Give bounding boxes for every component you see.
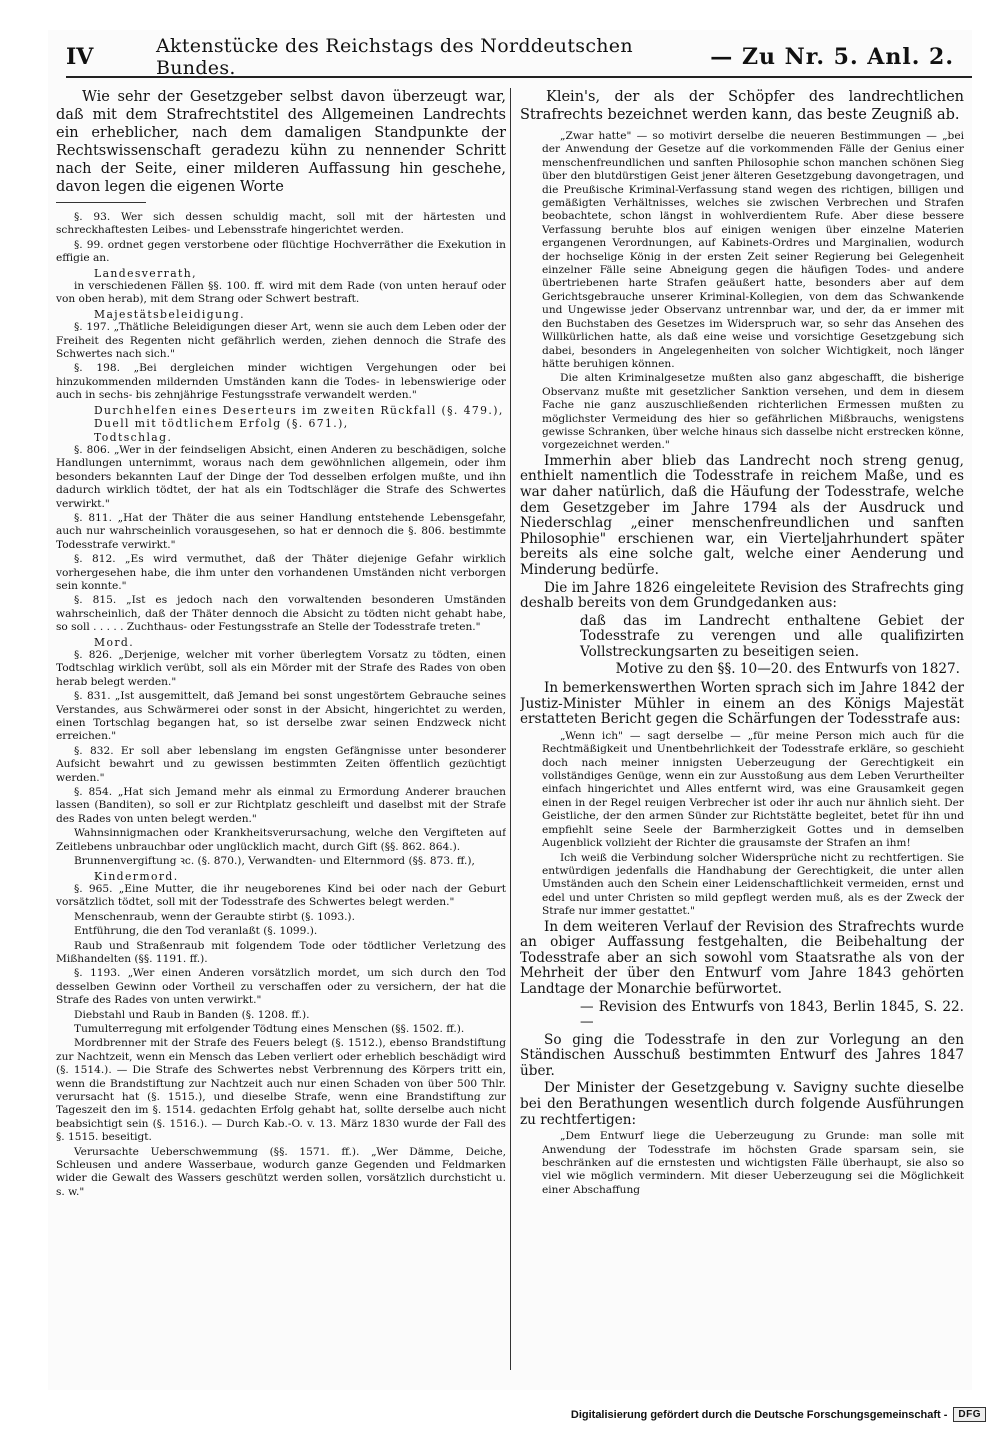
statute-paragraph: Brunnenvergiftung ꝛc. (§. 870.), Verwandten- und Elternmord (§§. 873. ff.), xyxy=(74,855,475,868)
statute-heading: Todtschlag. xyxy=(94,430,173,444)
statute-paragraph: Wahnsinnigmachen oder Krankheitsverursachung, welche den Vergifteten auf Zeitlebens unbrauchbar oder unglücklich macht, durch Gift (§§. 862. 864.). xyxy=(56,827,506,853)
document-reference: — Zu Nr. 5. Anl. 2. xyxy=(710,44,954,70)
body-paragraph: Die im Jahre 1826 eingeleitete Revision des Strafrechts ging deshalb bereits von dem Grundgedanken aus: xyxy=(520,579,964,612)
statute-paragraph: §. 1193. „Wer einen Anderen vorsätzlich mordet, um sich durch den Tod desselben Gewinn oder Vortheil zu verschaffen oder zu versichern, der hat die Strafe des Rades von unten verwirkt." xyxy=(56,967,506,1007)
indented-principle: daß das im Landrecht enthaltene Gebiet der Todesstrafe zu verengen und alle qualifizirten Vollstreckungsarten zu beseitigen seien. xyxy=(580,612,964,660)
statute-heading: Mord. xyxy=(94,635,135,649)
statute-paragraph: Diebstahl und Raub in Banden (§. 1208. ff.). xyxy=(74,1008,310,1021)
column-divider xyxy=(510,88,511,1370)
statute-paragraph: §. 197. „Thätliche Beleidigungen dieser Art, wenn sie auch dem Leben oder der Freiheit des Regenten nicht gefährlich werden, ziehen dennoch die Strafe des Schwertes nach sich." xyxy=(56,321,506,361)
citation: — Revision des Entwurfs von 1843, Berlin 1845, S. 22. — xyxy=(580,998,964,1031)
statute-paragraph: §. 965. „Eine Mutter, die ihr neugeborenes Kind bei oder nach der Geburt vorsätzlich tödtet, soll mit der Todesstrafe des Schwertes belegt werden." xyxy=(56,882,506,909)
body-paragraph: Der Minister der Gesetzgebung v. Savigny suchte dieselbe bei den Berathungen wesentlich durch folgende Ausführungen zu rechtfertigen: xyxy=(520,1080,964,1128)
document-page xyxy=(48,30,972,1390)
statute-paragraph: §. 811. „Hat der Thäter die aus seiner Handlung entstehende Lebensgefahr, auch nur wahrscheinlich vorausgesehen, so hat er dennoch die §. 806. bestimmte Todesstrafe verwirkt." xyxy=(56,511,506,551)
statute-paragraph: §. 806. „Wer in der feindseligen Absicht, einen Anderen zu beschädigen, solche Handlungen unternimmt, woraus nach dem gewöhnlichen allgemein, oder ihm besonders bekannten Lauf der Dinge der Tod desselben erfolgen mußte, und ihn dadurch wirklich tödtet, der hat als ein Todtschläger die Strafe des Schwertes verwirkt." xyxy=(56,443,506,510)
statute-paragraph: §. 815. „Ist es jedoch nach den vorwaltenden besonderen Umständen wahrscheinlich, daß der Thäter dennoch die Absicht zu tödten nicht gehabt habe, so soll . . . . . Zuchthaus- oder Festungsstrafe an Stelle der Todesstrafe treten." xyxy=(56,594,506,634)
statute-heading: Kindermord. xyxy=(94,869,179,883)
left-column xyxy=(56,88,506,1370)
statute-paragraph: §. 93. Wer sich dessen schuldig macht, soll mit der härtesten und schreckhaftesten Leibes- und Lebensstrafe hingerichtet werden. xyxy=(56,211,506,237)
statute-paragraph: Tumulterregung mit erfolgender Tödtung eines Menschen (§§. 1502. ff.). xyxy=(74,1022,465,1035)
statute-heading: Durchhelfen eines Deserteurs im zweiten Rückfall (§. 479.), xyxy=(94,403,504,417)
page-number: IV xyxy=(66,44,94,70)
statute-paragraph: §. 99. ordnet gegen verstorbene oder flüchtige Hochverräther die Exekution in effigie an. xyxy=(56,238,506,265)
statute-paragraph: §. 198. „Bei dergleichen minder wichtigen Vergehungen oder bei hinzukommenden mildernden Umständen kann die Todes- in lebenswierige oder auch in sechs- bis zehnjährige Festungsstrafe verwandelt werden." xyxy=(56,362,506,402)
savigny-quote xyxy=(520,1130,964,1197)
left-lead-paragraph: Wie sehr der Gesetzgeber selbst davon überzeugt war, daß mit dem Strafrechtstitel des Allgemeinen Landrechts ein erheblicher, nach dem damaligen Standpunkte der Rechtswissenschaft geradezu kühn zu nennender Schritt nach der Seite, einer milderen Auffassung hin geschehe, davon legen die eigenen Worte xyxy=(56,89,506,195)
statute-paragraph: Menschenraub, wenn der Geraubte stirbt (§. 1093.). xyxy=(74,910,355,923)
statute-heading: Landesverrath, xyxy=(94,266,197,280)
klein-quote xyxy=(520,130,964,453)
statute-heading: Duell mit tödtlichem Erfolg (§. 671.), xyxy=(94,417,349,431)
body-paragraph: In bemerkenswerthen Worten sprach sich im Jahre 1842 der Justiz-Minister Mühler in einem an des Königs Majestät erstatteten Bericht gegen die Schärfungen der Todesstrafe aus: xyxy=(520,680,964,728)
right-column xyxy=(520,88,964,1370)
statute-paragraph: §. 832. Er soll aber lebenslang im engsten Gefängnisse unter besonderer Aufsicht bewahrt und zu gewissen bestimmten Zeiten öffentlich gezüchtigt werden." xyxy=(56,744,506,784)
statute-paragraph: Entführung, die den Tod veranlaßt (§. 1099.). xyxy=(74,925,318,938)
body-paragraph: Immerhin aber blieb das Landrecht noch streng genug, enthielt namentlich die Todesstrafe in reichem Maße, und es war daher natürlich, daß die Häufung der Todesstrafe, welche dem Gesetzgeber im Jahre 1794 als der Ausdruck und Niederschlag „einer menschenfreundlichen und sanften Philosophie" erschienen war, ein Vierteljahrhundert später bereits als eine solche galt, welche einer Aenderung und Minderung bedürfe. xyxy=(520,452,964,578)
statute-paragraph: in verschiedenen Fällen §§. 100. ff. wird mit dem Rade (von unten herauf oder von oben herab), mit dem Strang oder Schwert bestraft. xyxy=(56,280,506,306)
statute-paragraph: Verursachte Ueberschwemmung (§§. 1571. ff.). „Wer Dämme, Deiche, Schleusen und andere Wasserbaue, wodurch ganze Gegenden und Feldmarken wider die Gewalt des Wassers geschützt werden sollen, vorsätzlich durchsticht u. s. w." xyxy=(56,1145,506,1198)
statute-heading: Majestätsbeleidigung. xyxy=(94,307,245,321)
quote-paragraph: Ich weiß die Verbindung solcher Widersprüche nicht zu rechtfertigen. Sie entwürdigen jedenfalls die Handhabung der Gerechtigkeit, die unter allen Umständen auch den Schein einer Leidenschaftlichkeit vermeiden, ernst und edel und unter Christen so mild gepflegt werden muß, als es der Zweck der Strafe nur immer gestattet." xyxy=(542,851,964,918)
statute-paragraph: §. 831. „Ist ausgemittelt, daß Jemand bei sonst ungestörtem Gebrauche seines Verstandes, aus Schwärmerei oder sonst in der Absicht, hingerichtet zu werden, einen Tortschlag begangen hat, so ist derselbe zwar seinen Endzweck nicht erreichen." xyxy=(56,690,506,743)
publication-title: Aktenstücke des Reichstags des Norddeutschen Bundes. xyxy=(156,35,633,79)
page-footer xyxy=(571,1407,986,1422)
statute-paragraph: §. 812. „Es wird vermuthet, daß der Thäter diejenige Gefahr wirklich vorhergesehen habe, die ihm unter den vorhandenen Umständen nicht verborgen sein konnte." xyxy=(56,553,506,592)
page-header xyxy=(66,35,972,79)
statute-paragraph: Raub und Straßenraub mit folgendem Tode oder tödtlicher Verletzung des Mißhandelten (§§. 1191. ff.). xyxy=(56,939,506,965)
body-paragraph: In dem weiteren Verlauf der Revision des Strafrechts wurde an obiger Auffassung festgehalten, die Beibehaltung der Todesstrafe aber an sich sowohl vom Staatsrathe als von der Mehrheit der über den Entwurf vom Jahre 1843 gehörten Landtage der Monarchie befürwortet. xyxy=(520,918,964,997)
funding-notice: Digitalisierung gefördert durch die Deutsche Forschungsgemeinschaft - xyxy=(570,1408,948,1421)
quote-paragraph: „Zwar hatte" — so motivirt derselbe die neueren Bestimmungen — „bei der Anwendung der Gesetze auf die vorkommenden Fälle der Genius einer menschenfreundlichen und sanften Philosophie schon manchen schönen Sieg über den blutdürstigen Geist jener älteren Gesetzgebung davongetragen, und die Preußische Kriminal-Verfassung stand wegen des richtigen, billigen und gemäßigten Verhältnisses, welches sie zwischen Verbrechen und Strafen beobachtete, schon längst in wohlverdientem Rufe. Aber diese bessere Verfassung beruhte blos auf einigen wenigen über einzelne Materien ergangenen Verordnungen, auf Kabinets-Ordres und Marginalien, wodurch der hochselige König in der ersten Zeit seiner Regierung bei Gelegenheit einzelner Fälle seine Abneigung gegen die häufigen Todes- und andere übertriebenen harte Strafen geäußert hatte, besonders aber auf dem Gerichtsgebrauche unserer Kriminal-Kollegien, von dem das Schwankende und Ungewisse jeder Observanz untrennbar war, und der, da er immer mit den Buchstaben des Gesetzes im Widerspruch war, so sehr das Ansehen des Willkürlichen hatte, als daß eine weise und vorsichtige Gesetzgebung sich dabei, besonders in Angelegenheiten von solcher Wichtigkeit, noch länger hätte beruhigen können. xyxy=(542,130,964,370)
quote-paragraph: Die alten Kriminalgesetze mußten also ganz abgeschafft, die bisherige Observanz mußte mit gesetzlicher Sanktion versehen, und dem in diesem Fache nie ganz auszuschließenden richterlichen Ermessen mußten zu möglichster Vermeidung des hier so gefährlichen Mißbrauchs, wenigstens gewisse Schranken, über welche hinaus sich dasselbe nicht erstrecken könne, vorgezeichnet werden." xyxy=(542,372,964,452)
section-divider xyxy=(56,202,146,203)
dfg-logo: DFG xyxy=(953,1407,986,1422)
citation: Motive zu den §§. 10—20. des Entwurfs von 1827. xyxy=(615,661,960,678)
statute-list xyxy=(56,211,506,1199)
muehler-quote xyxy=(520,730,964,919)
body-paragraph: So ging die Todesstrafe in den zur Vorlegung an den Ständischen Ausschuß bestimmten Entwurf des Jahres 1847 über. xyxy=(520,1031,964,1079)
statute-paragraph: §. 854. „Hat sich Jemand mehr als einmal zu Ermordung Anderer brauchen lassen (Banditen), so soll er zur Richtplatz geschleift und daselbst mit der Strafe des Rades von unten belegt werden." xyxy=(56,786,506,825)
statute-paragraph: Mordbrenner mit der Strafe des Feuers belegt (§. 1512.), ebenso Brandstiftung zur Nachtzeit, wenn ein Mensch das Leben verliert oder erheblich beschädigt wird (§. 1514.). — Die Strafe des Schwertes nebst Verbrennung des Körpers tritt ein, wenn die Brandstiftung zur Nachtzeit auch nur einen Schaden von über 500 Thlr. verursacht hat (§. 1515.), und dieselbe Strafe, wenn eine Brandstiftung zur Tageszeit den im §. 1514. gedachten Erfolg gehabt hat, sollte derselbe auch nicht beabsichtigt sein (§. 1516.). — Durch Kab.-O. v. 13. März 1830 wurde der Fall des §. 1515. beseitigt. xyxy=(56,1037,506,1144)
statute-paragraph: §. 826. „Derjenige, welcher mit vorher überlegtem Vorsatz zu tödten, einen Todtschlag wirklich verübt, soll als ein Mörder mit der Strafe des Rades von oben herab belegt werden." xyxy=(56,649,506,688)
quote-paragraph: „Dem Entwurf liege die Ueberzeugung zu Grunde: man solle mit Anwendung der Todesstrafe im höchsten Grade sparsam sein, sie beschränken auf die ernstesten und wichtigsten Fälle überhaupt, sie also so viel wie möglich vermindern. Mit dieser Ueberzeugung sei die Möglichkeit einer Abschaffung xyxy=(542,1130,964,1196)
right-lead-paragraph: Klein's, der als der Schöpfer des landrechtlichen Strafrechts bezeichnet werden kann, das beste Zeugniß ab. xyxy=(520,89,964,123)
quote-paragraph: „Wenn ich" — sagt derselbe — „für meine Person mich auch für die Rechtmäßigkeit und Unentbehrlichkeit der Todesstrafe erkläre, so geschieht doch nach meiner innigsten Ueberzeugung der Gerechtigkeit ein vollständiges Genüge, wenn ein zur Ausstoßung aus dem Leben Verurtheilter einfach hingerichtet und Alles entfernt wird, was eine Grausamkeit gegen einen in der Regel reuigen Verbrecher ist oder ihr auch nur ähnlich sieht. Der Geistliche, der den armen Sünder zur Richtstätte begleitet, betet für ihn und empfiehlt seine Seele der Barmherzigkeit Gottes und in demselben Augenblick vollzieht der Richter die grausamste der Strafen an ihm! xyxy=(542,729,964,850)
